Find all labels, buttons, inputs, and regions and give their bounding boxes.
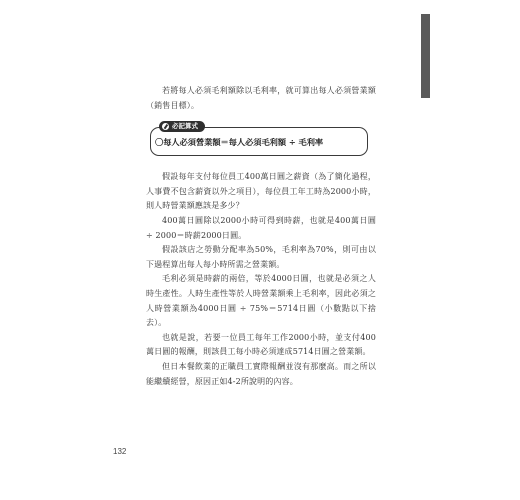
formula-label-badge [159, 121, 205, 132]
formula-box [150, 122, 368, 156]
page-content [146, 84, 376, 389]
chapter-tab-marker [421, 14, 430, 98]
page-number: 132 [113, 447, 127, 456]
pen-icon [162, 123, 169, 130]
body-paragraph-1: 假設每年支付每位員工400萬日圓之薪資（為了簡化過程，人事費不包含薪資以外之項目），每位員工年工時為2000小時，則人時營業額應該是多少？ [146, 172, 376, 211]
formula-label-text: 必記算式 [172, 122, 198, 131]
body-paragraph-5: 也就是說，若要一位員工每年工作2000小時，並支付400萬日圓的報酬，則該員工每小時必須達成5714日圓之營業額。 [146, 332, 376, 357]
formula-text: 〇每人必須營業額＝每人必須毛利額 ÷ 毛利率 [155, 137, 324, 148]
body-paragraph-6: 但日本餐飲業的正職員工實際報酬並沒有那麼高。而之所以能繼續經營，原因正如4-2所說明的內容。 [146, 361, 376, 386]
body-paragraph-2: 400萬日圓除以2000小時可得到時薪，也就是400萬日圓 ÷ 2000＝時薪2000日圓。 [146, 215, 376, 240]
intro-paragraph: 若將每人必須毛利額除以毛利率，就可算出每人必須營業額（銷售目標）。 [146, 86, 376, 110]
body-paragraph-3: 假設該店之勞動分配率為50%，毛利率為70%，則可由以下過程算出每人每小時所需之營業額。 [146, 245, 376, 269]
body-paragraph-4: 毛利必須是時薪的兩倍，等於4000日圓，也就是必須之人時生產性。人時生產性等於人時營業額乘上毛利率，因此必須之人時營業額為4000日圓 ÷ 75%＝5714日圓（小數點以下捨去）。 [146, 274, 376, 328]
